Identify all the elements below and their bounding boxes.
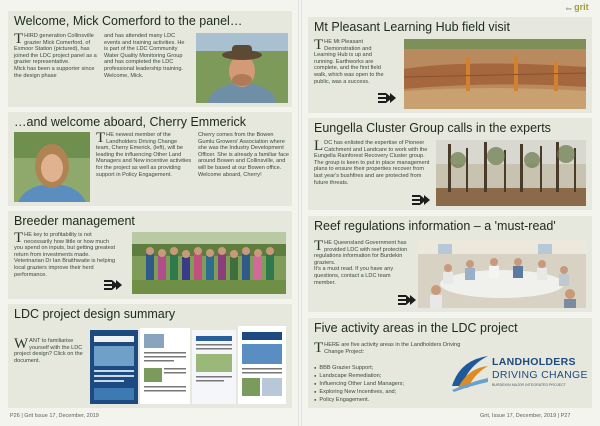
logo-line-1: LANDHOLDERS [492,356,576,368]
article-five-activity-areas[interactable] [308,318,592,408]
article-title: …and welcome aboard, Cherry Emmerick [14,115,247,129]
article-title: Five activity areas in the LDC project [314,321,518,335]
reef-meeting-photo [418,240,586,308]
ldc-design-document-thumbnail[interactable] [88,324,288,406]
list-item: ● Influencing Other Land Managers; [314,380,464,388]
footer-left-page-info: P26 | Grit Issue 17, December, 2019 [10,413,99,419]
read-more-arrow-icon[interactable] [412,194,430,206]
article-title: Eungella Cluster Group calls in the experts [314,121,551,135]
list-item: ● Policy Engagement. [314,396,464,404]
article-reef-regulations[interactable] [308,216,592,312]
activity-area-list [314,364,464,404]
article-mt-pleasant[interactable] [308,17,592,113]
article-title: Mt Pleasant Learning Hub field visit [314,20,510,34]
article-title: LDC project design summary [14,307,176,321]
article-body: THE Mt Pleasant Demonstration and Learning Hub is up and running. Earthworks are complete, and the first field walk, which was open to the public, was a success. [314,37,384,85]
article-title: Welcome, Mick Comerford to the panel… [14,14,243,28]
ldc-logo [450,342,590,402]
article-body: WANT to familiarise yourself with the LDC project design? Click on the document. [14,336,83,364]
article-body-col2: Cherry comes from the Bowen Gumlu Growers' Association where she was the Industry Development Officer. She is already a familiar face around Bowen and Collinsville, and will be based at our Bowen office. Welcome aboard, Cherry! [198,132,289,178]
grit-brand-logo: the grit [566,2,589,12]
article-mick-comerford[interactable] [8,11,292,107]
page-gutter [298,0,302,426]
read-more-arrow-icon[interactable] [104,279,122,291]
article-body-col1: THIRD generation Collinsville grazier Mick Comerford, of Exmoor Station (pictured), has joined the LDC project panel as a grazier representative. Mick has been a supporter since the design phase [14,31,97,79]
article-title: Reef regulations information – a 'must-read' [314,219,556,233]
list-item: ● Exploring New Incentives, and; [314,388,464,396]
article-ldc-design-summary[interactable] [8,304,292,408]
article-cherry-emmerick[interactable] [8,112,292,206]
article-body: LDC has enlisted the expertise of Pioneer Catchment and Landcare to work with the Eungella Rainforest Recovery Cluster group. The group is keen to put in place management plans to ensure their properties recover from last year's bushfires and are protected from future threats. [314,138,430,186]
read-more-arrow-icon[interactable] [398,294,416,306]
mt-pleasant-earthworks-photo [404,39,586,109]
ldc-swoosh-icon [450,352,490,392]
article-title: Breeder management [14,214,135,228]
article-body: THE Queensland Government has provided LDC with reef protection regulations information for Burdekin graziers. It's a must read. If you have any questions, contact a LDC team member. [314,238,408,286]
footer-right-page-info: Grit, Issue 17, December, 2019 | P27 [480,413,571,419]
article-body: THE key to profitability is not necessarily how little or how much you spend on inputs, but getting greatest return from investments made. Veterinarian Dr Ian Braithwaite is helping local graziers improve their herd performance. [14,230,116,278]
mick-photo [196,33,288,103]
article-intro: THERE are five activity areas in the Landholders Driving Change Project: [314,340,461,356]
read-more-arrow-icon[interactable] [378,92,396,104]
article-body-col2: and has attended many LDC events and training activities. He is part of the LDC Community Water Quality Monitoring Group and has completed the LDC professional leadership training. Welcome, Mick. [104,33,185,79]
logo-line-2: DRIVING CHANGE [492,369,588,381]
logo-line-3: BURDEKIN MAJOR INTEGRATED PROJECT [492,383,566,387]
article-eungella-cluster[interactable] [308,118,592,210]
cherry-photo [14,132,90,202]
breeder-group-photo [132,232,286,294]
list-item: ● Landscape Remediation; [314,372,464,380]
eungella-bushfire-forest-photo [436,140,586,206]
list-item: ● BBB Grazier Support; [314,364,464,372]
article-breeder-management[interactable] [8,211,292,299]
article-body-col1: THE newest member of the Landholders Driving Change team, Cherry Emerick, (left), will be leading the influencing Other Land Managers and New incentive activities for the project as well as providing support in Policy Engagement. [96,130,192,178]
